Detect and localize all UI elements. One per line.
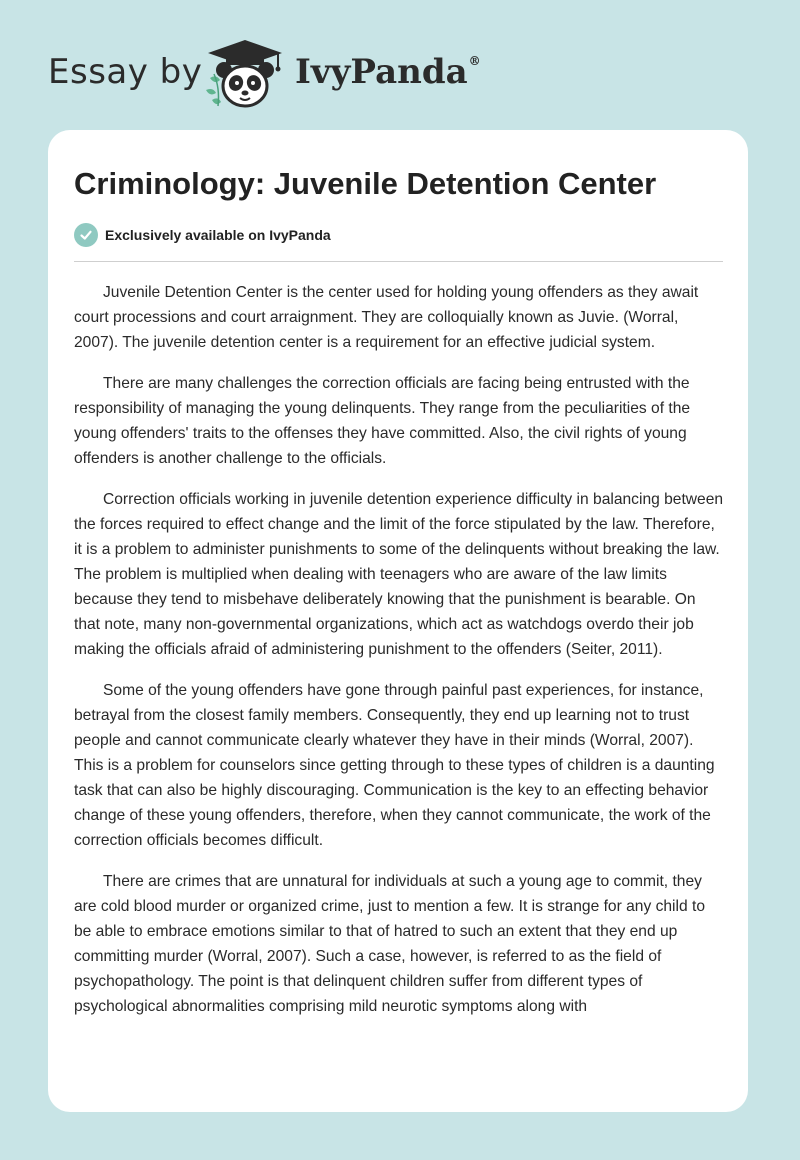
brand-prefix: Essay by: [48, 52, 203, 92]
registered-mark: ®: [468, 54, 481, 68]
check-icon: [74, 223, 98, 247]
paragraph: Correction officials working in juvenile detention experience difficulty in balancing between the forces required to effect change and the limit of the force stipulated by the law. Therefore, it is a problem to administer punishments to some of the delinquents without breaking the law. The problem is multiplied when dealing with teenagers who are aware of the law limits because they tend to misbehave deliberately knowing that the punishment is bearable. On that note, many non-governmental organizations, which act as watchdogs overdo their job making the officials afraid of administering punishment to the offenders (Seiter, 2011).: [74, 491, 724, 658]
exclusive-badge: [74, 222, 331, 248]
essay-body: [74, 280, 724, 1035]
paragraph: Some of the young offenders have gone through painful past experiences, for instance, betrayal from the closest family members. Consequently, they end up learning not to trust people and cannot communicate clearly whatever they have in their minds (Worral, 2007). This is a problem for counselors since getting through to these types of children is a daunting task that can also be highly discouraging. Communication is the key to an effecting behavior change of these young offenders, therefore, when they cannot communicate, the work of the correction officials becomes difficult.: [74, 682, 715, 849]
brand-name[interactable]: IvyPanda®: [295, 52, 481, 92]
paragraph: Juvenile Detention Center is the center used for holding young offenders as they await court processions and court arraignment. They are colloquially known as Juvie. (Worral, 2007). The juvenile detention center is a requirement for an effective judicial system.: [74, 284, 699, 351]
badge-text: Exclusively available on IvyPanda: [105, 227, 331, 243]
page-title: Criminology: Juvenile Detention Center: [74, 166, 657, 201]
divider: [74, 261, 723, 262]
paragraph: There are crimes that are unnatural for individuals at such a young age to commit, they are cold blood murder or organized crime, just to mention a few. It is strange for any child to be able to embrace emotions similar to that of hatred to such an extent that they end up committing murder (Worral, 2007). Such a case, however, is referred to as the field of psychopathology. The point is that delinquent children suffer from different types of psychological abnormalities comprising mild neurotic symptoms along with: [74, 873, 705, 1015]
site-header: [0, 0, 800, 130]
panda-graduate-icon[interactable]: [200, 38, 290, 110]
paragraph: There are many challenges the correction officials are facing being entrusted with the responsibility of managing the young delinquents. They range from the peculiarities of the young offenders' traits to the offenses they have committed. Also, the civil rights of young offenders is another challenge to the officials.: [74, 375, 691, 467]
essay-card: [48, 130, 748, 1112]
